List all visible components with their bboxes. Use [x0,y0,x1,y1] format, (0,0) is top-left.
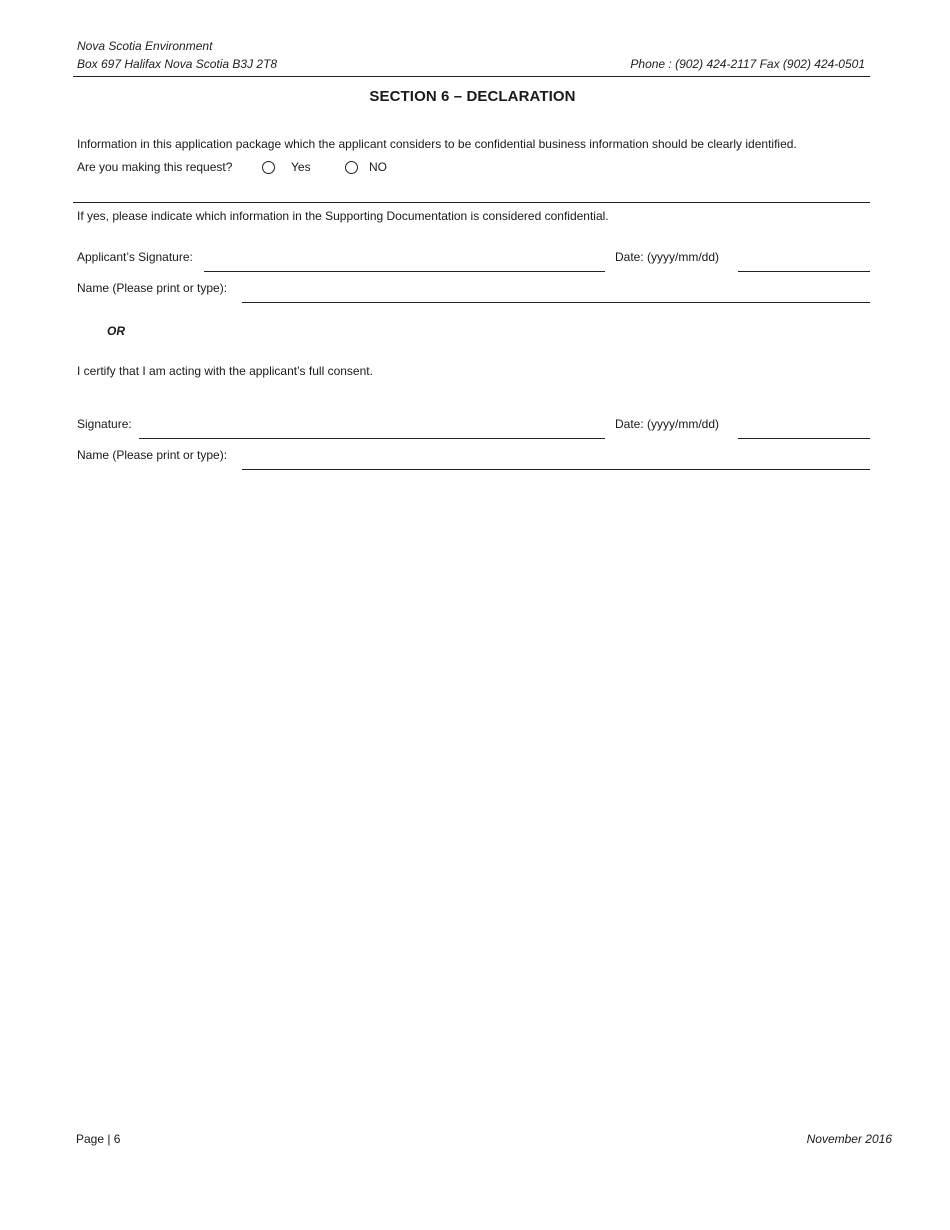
applicant-date-field[interactable] [738,253,870,272]
applicant-name-label: Name (Please print or type): [77,281,228,295]
or-label: OR [107,324,125,338]
footer-page-number: Page | 6 [76,1132,121,1146]
applicant-name-field[interactable] [242,284,870,303]
confidential-followup: If yes, please indicate which information in the Supporting Documentation is considered confidential. [77,209,609,223]
certify-text: I certify that I am acting with the applicant’s full consent. [77,364,373,378]
header-divider [73,76,870,77]
confidential-statement: Information in this application package which the applicant considers to be confidential business information should be clearly identified. [77,137,797,151]
yes-radio[interactable] [262,161,275,174]
agent-name-field[interactable] [242,451,870,470]
no-radio[interactable] [345,161,358,174]
footer-date: November 2016 [806,1132,892,1146]
agent-date-label: Date: (yyyy/mm/dd) [615,417,720,431]
applicant-signature-label: Applicant’s Signature: [77,250,193,264]
header-address: Box 697 Halifax Nova Scotia B3J 2T8 [77,57,278,71]
agent-signature-field[interactable] [139,420,605,439]
confidential-divider [73,202,870,203]
applicant-date-label: Date: (yyyy/mm/dd) [615,250,720,264]
no-label: NO [369,160,387,174]
section-title: SECTION 6 – DECLARATION [369,88,576,105]
yes-label: Yes [291,160,311,174]
agent-date-field[interactable] [738,420,870,439]
agent-signature-label: Signature: [77,417,132,431]
header-contact: Phone : (902) 424-2117 Fax (902) 424-0501 [630,57,865,71]
confidential-question: Are you making this request? [77,160,233,174]
applicant-signature-field[interactable] [204,253,605,272]
agent-name-label: Name (Please print or type): [77,448,228,462]
header-org-name: Nova Scotia Environment [77,39,213,53]
